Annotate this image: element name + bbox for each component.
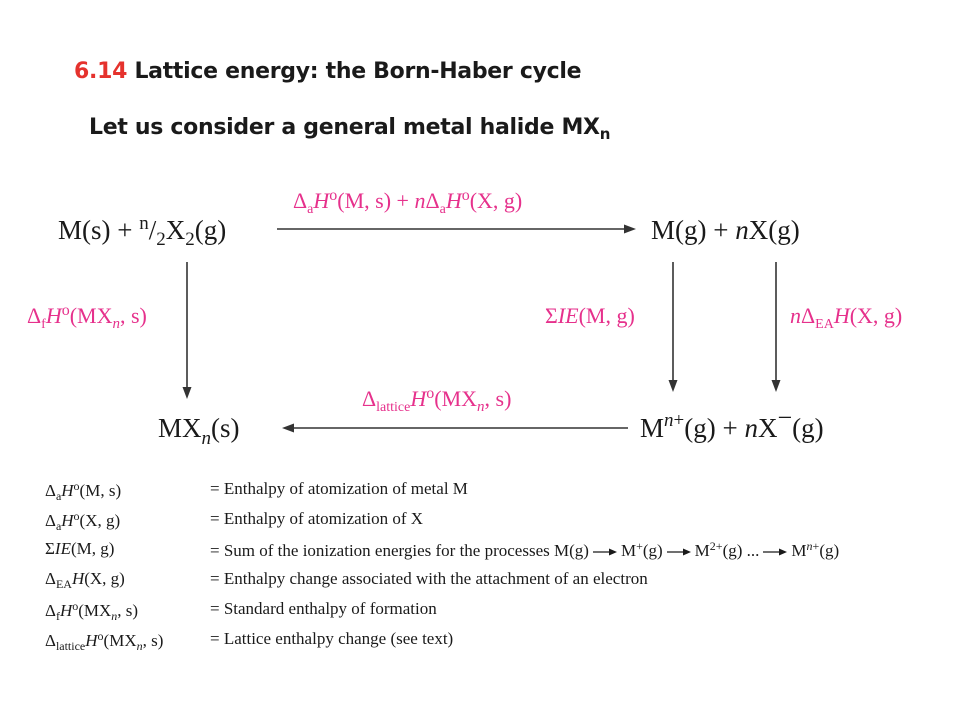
species-bottom-right	[640, 403, 824, 443]
species-bottom-left	[158, 413, 240, 449]
species-top-left	[58, 213, 226, 250]
legend-definition: = Enthalpy of atomization of metal M	[210, 479, 468, 498]
step-label-ionization	[545, 303, 635, 328]
process-arrow-icon	[666, 547, 692, 557]
legend-term: $\Delta_{lattice}H^o(MX_n$, s)	[45, 629, 164, 653]
arrow-middle-down	[669, 262, 678, 392]
legend-term: ΣIE(M, g)	[45, 539, 115, 558]
svg-text:M(s) + n/2X2(g): $M(s) + ^n/_2X_2(g)$	[58, 213, 227, 250]
legend-term: $\Delta_aH^o(X$, g)	[45, 509, 121, 533]
arrow-top-right	[277, 225, 636, 234]
title-text: Lattice energy: the Born-Haber cycle	[134, 59, 582, 84]
subtitle-text: Let us consider a general metal halide MX	[89, 115, 600, 140]
step-label-electron-attachment	[790, 303, 902, 332]
process-arrow-icon	[592, 547, 618, 557]
svg-text:ΔlatticeHo(MXn, s): $\Delta_{lattice}H^o(MX_n$, s)	[362, 385, 512, 415]
species-top-right	[651, 215, 800, 245]
legend-definition: = Sum of the ionization energies for the processes M(g) M+(g) $M^{2+}(g)$ ... $M^{n+}(g)$	[210, 539, 840, 560]
legend-term: $\Delta_aH^o(M$, s)	[45, 479, 122, 503]
legend-definition: = Standard enthalpy of formation	[210, 599, 437, 618]
subtitle-subscript: n	[599, 125, 611, 143]
arrow-bottom-left	[282, 424, 628, 433]
legend-definition: = Enthalpy change associated with the attachment of an electron	[210, 569, 648, 588]
step-label-atomization	[293, 187, 522, 217]
svg-text:M(g) + nX(g): M(g) + nX(g)	[651, 215, 800, 245]
svg-text:ΔfHo(MXn, s): $\Delta_fH^o(MX_n$, s)	[27, 302, 147, 332]
process-arrow-icon	[762, 547, 788, 557]
step-label-lattice	[362, 385, 511, 415]
arrow-right-down	[772, 262, 781, 392]
legend-term: $\Delta_fH^o(MX_n$, s)	[45, 599, 139, 623]
legend-term: $\Delta_{EA}H(X$, g)	[45, 569, 125, 591]
svg-text:MXn(s): $MX_n(s)$	[158, 413, 240, 449]
svg-text:ΣIE(M, g): ΣIE(M, g)	[545, 303, 635, 328]
arrow-left-down	[183, 262, 192, 399]
svg-text:Mn+(g) + nX−(g): $M^n+(g) + nX-(g)$	[640, 403, 824, 443]
legend-definition: = Enthalpy of atomization of X	[210, 509, 424, 528]
step-label-formation	[27, 302, 147, 332]
svg-text:ΔaHo(M, s) + nΔaHo(X, g): $\Delta_aH^o(M$, $s) + n\Delta_aH^o(X$, g)	[293, 187, 523, 217]
section-number: 6.14	[74, 59, 128, 84]
legend-definition: = Lattice enthalpy change (see text)	[210, 629, 454, 648]
svg-text:nΔEAH(X, g): $n\Delta_{EA}H(X$, g)	[790, 303, 903, 332]
